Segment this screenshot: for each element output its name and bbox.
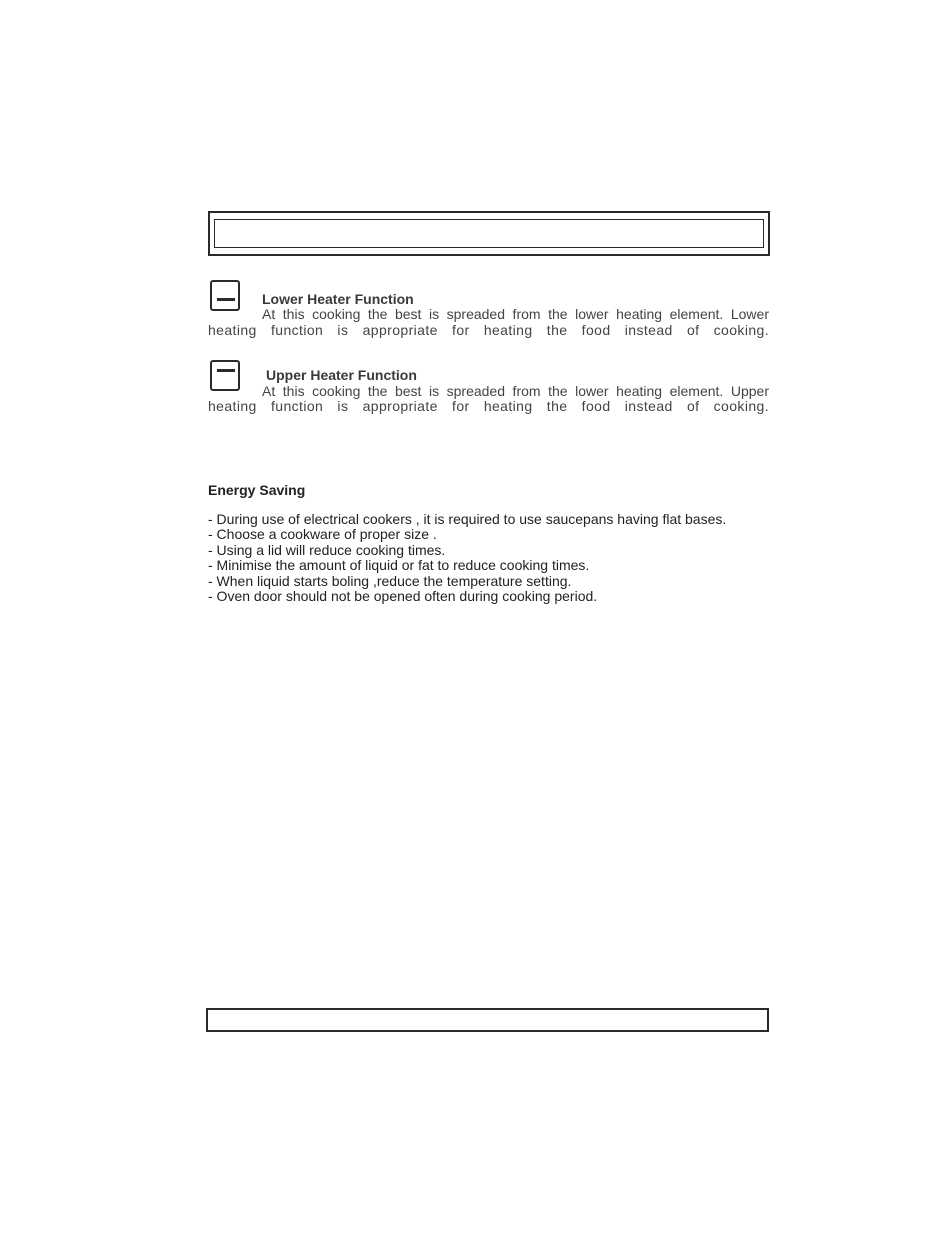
- lower-heater-text-line2: heating function is appropriate for heating the food instead of cooking.: [208, 322, 769, 338]
- upper-heater-bar: [217, 369, 235, 372]
- tip-item: - During use of electrical cookers , it is required to use saucepans having flat bases.: [208, 511, 727, 527]
- footer-frame: [206, 1008, 769, 1032]
- lower-heater-text-line1: At this cooking the best is spreaded from the lower heating element. Lower: [262, 306, 769, 322]
- upper-heater-text-line2: heating function is appropriate for heating the food instead of cooking.: [208, 398, 769, 414]
- tip-item: - When liquid starts boling ,reduce the temperature setting.: [208, 572, 572, 589]
- energy-saving-title: Energy Saving: [208, 482, 306, 498]
- tip-item: - Minimise the amount of liquid or fat to reduce cooking times.: [208, 557, 590, 574]
- upper-heater-title: Upper Heater Function: [266, 367, 417, 383]
- upper-heater-icon: [210, 360, 240, 391]
- upper-heater-text-line1: At this cooking the best is spreaded from the lower heating element. Upper: [262, 383, 769, 399]
- header-inner-frame: [214, 219, 764, 248]
- lower-heater-icon: [210, 280, 240, 311]
- energy-saving-tips: [208, 512, 726, 604]
- tip-item: - Oven door should not be opened often during cooking period.: [208, 588, 598, 605]
- lower-heater-title: Lower Heater Function: [262, 291, 414, 307]
- lower-heater-bar: [217, 298, 235, 301]
- tip-item: - Using a lid will reduce cooking times.: [208, 541, 446, 558]
- tip-item: - Choose a cookware of proper size .: [208, 526, 437, 543]
- header-frame: [208, 211, 770, 256]
